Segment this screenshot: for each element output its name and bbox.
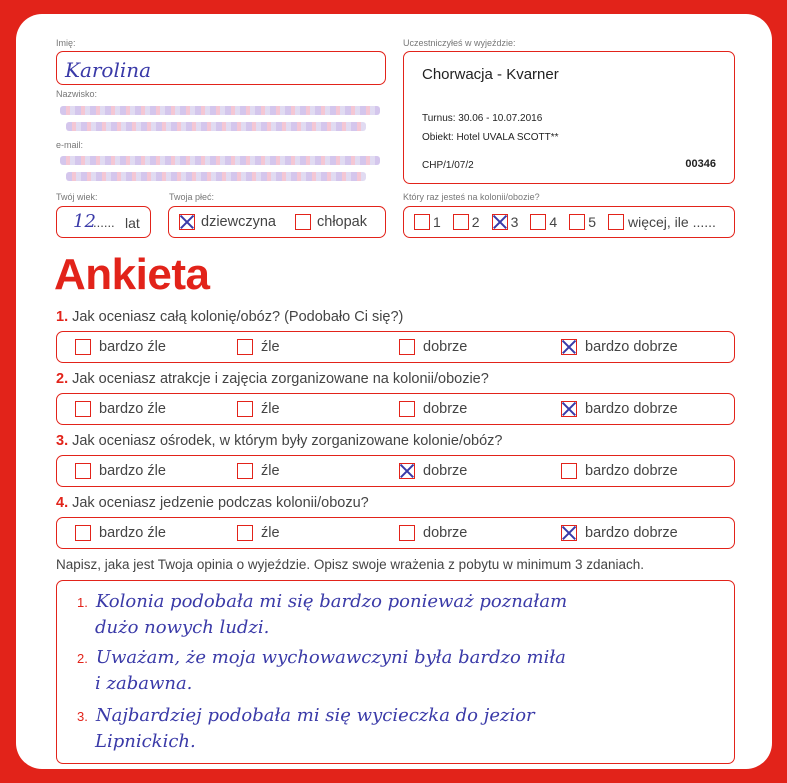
times-4-checkbox[interactable] <box>530 214 546 230</box>
q4-option-1[interactable] <box>75 518 166 548</box>
q1-option-1[interactable] <box>75 332 166 362</box>
q3-option-2-checkbox[interactable] <box>237 463 253 479</box>
times-2-label: 2 <box>471 214 480 230</box>
q3-option-3-checkbox[interactable] <box>399 463 415 479</box>
question-4-options <box>56 517 735 549</box>
times-1-checkbox[interactable] <box>414 214 430 230</box>
survey-sheet <box>16 14 772 769</box>
question-2-options <box>56 393 735 425</box>
q1-option-2[interactable] <box>237 332 280 362</box>
times-5-label: 5 <box>588 214 596 230</box>
age-value: 12 <box>73 211 96 232</box>
opinion-line-3 <box>77 705 535 726</box>
times-option-1[interactable] <box>414 214 441 230</box>
times-option-4[interactable] <box>530 214 557 230</box>
opinion-line-3b: Lipnickich. <box>95 731 196 752</box>
name-field[interactable] <box>56 51 386 85</box>
question-2-text: Jak oceniasz atrakcje i zajęcia zorganizowane na kolonii/obozie? <box>72 371 489 387</box>
q1-option-4-label: bardzo dobrze <box>585 339 678 355</box>
q3-option-4[interactable] <box>561 456 678 486</box>
q2-option-3-checkbox[interactable] <box>399 401 415 417</box>
q3-option-3[interactable] <box>399 456 467 486</box>
opinion-line-1 <box>77 591 567 612</box>
times-3-checkbox[interactable] <box>492 214 508 230</box>
opinion-prompt: Napisz, jaka jest Twoja opinia o wyjeździe. Opisz swoje wrażenia z pobytu w minimum 3 zdaniach. <box>56 557 645 572</box>
q2-option-1-label: bardzo źle <box>99 401 166 417</box>
q2-option-4-label: bardzo dobrze <box>585 401 678 417</box>
times-3-label: 3 <box>510 214 519 230</box>
question-4-text: Jak oceniasz jedzenie podczas kolonii/obozu? <box>72 495 369 511</box>
q1-option-3[interactable] <box>399 332 467 362</box>
question-2-number: 2. <box>56 371 69 387</box>
times-option-more[interactable] <box>608 214 716 230</box>
gender-male-label: chłopak <box>317 214 367 230</box>
q2-option-3-label: dobrze <box>423 401 468 417</box>
email-label: e-mail: <box>56 140 84 150</box>
opinion-3-text-a: Najbardziej podobała mi się wycieczka do jezior <box>95 705 535 726</box>
opinion-2-text-a: Uważam, że moja wychowawczyni była bardzo miła <box>95 647 566 668</box>
times-option-5[interactable] <box>569 214 596 230</box>
trip-obiekt: Obiekt: Hotel UVALA SCOTT** <box>422 132 559 143</box>
q4-option-1-checkbox[interactable] <box>75 525 91 541</box>
question-1 <box>56 309 403 325</box>
q3-option-1-label: bardzo źle <box>99 463 166 479</box>
email-redacted <box>56 150 388 190</box>
question-3 <box>56 433 502 449</box>
q2-option-2-checkbox[interactable] <box>237 401 253 417</box>
question-4 <box>56 495 369 511</box>
q2-option-3[interactable] <box>399 394 467 424</box>
question-4-number: 4. <box>56 495 69 511</box>
times-4-label: 4 <box>549 214 558 230</box>
question-2 <box>56 371 489 387</box>
opinion-line-2b: i zabawna. <box>95 673 193 694</box>
trip-box <box>403 51 735 184</box>
gender-male-option[interactable] <box>295 214 367 230</box>
trip-code: CHP/1/07/2 <box>422 160 474 171</box>
times-label: Który raz jesteś na kolonii/obozie? <box>403 192 540 202</box>
q1-option-1-checkbox[interactable] <box>75 339 91 355</box>
gender-field <box>168 206 386 238</box>
q3-option-1-checkbox[interactable] <box>75 463 91 479</box>
q1-option-2-checkbox[interactable] <box>237 339 253 355</box>
opinion-line-1b: dużo nowych ludzi. <box>95 617 270 638</box>
age-dots: ...... <box>93 215 115 230</box>
question-3-text: Jak oceniasz ośrodek, w którym były zorganizowane kolonie/obóz? <box>72 433 503 449</box>
q1-option-1-label: bardzo źle <box>99 339 166 355</box>
q3-option-4-checkbox[interactable] <box>561 463 577 479</box>
gender-male-checkbox[interactable] <box>295 214 311 230</box>
gender-label: Twoja płeć: <box>169 192 215 202</box>
name-value: Karolina <box>65 58 152 82</box>
q3-option-2[interactable] <box>237 456 280 486</box>
age-field[interactable] <box>56 206 151 238</box>
q4-option-3-checkbox[interactable] <box>399 525 415 541</box>
times-options <box>414 214 716 230</box>
surname-redacted <box>56 100 388 140</box>
q2-option-4[interactable] <box>561 394 678 424</box>
q4-option-3[interactable] <box>399 518 467 548</box>
q4-option-1-label: bardzo źle <box>99 525 166 541</box>
opinion-1-number: 1. <box>77 595 88 610</box>
q3-option-3-label: dobrze <box>423 463 468 479</box>
q4-option-4-label: bardzo dobrze <box>585 525 678 541</box>
times-5-checkbox[interactable] <box>569 214 585 230</box>
q4-option-2[interactable] <box>237 518 280 548</box>
age-label: Twój wiek: <box>56 192 98 202</box>
q3-option-1[interactable] <box>75 456 166 486</box>
name-label: Imię: <box>56 38 76 48</box>
q2-option-2[interactable] <box>237 394 280 424</box>
opinion-line-2 <box>77 647 566 668</box>
q1-option-3-label: dobrze <box>423 339 468 355</box>
q4-option-4[interactable] <box>561 518 678 548</box>
question-1-options <box>56 331 735 363</box>
q1-option-3-checkbox[interactable] <box>399 339 415 355</box>
q4-option-3-label: dobrze <box>423 525 468 541</box>
times-field <box>403 206 735 238</box>
opinion-1-text-a: Kolonia podobała mi się bardzo ponieważ poznałam <box>95 591 568 612</box>
trip-destination: Chorwacja - Kvarner <box>422 66 559 83</box>
trip-label: Uczestniczyłeś w wyjeździe: <box>403 38 516 48</box>
times-2-checkbox[interactable] <box>453 214 469 230</box>
trip-number: 00346 <box>685 158 716 170</box>
age-unit: lat <box>125 215 140 231</box>
gender-female-checkbox[interactable] <box>179 214 195 230</box>
q1-option-4[interactable] <box>561 332 678 362</box>
times-more-checkbox[interactable] <box>608 214 624 230</box>
times-1-label: 1 <box>433 214 441 230</box>
opinion-box[interactable] <box>56 580 735 764</box>
times-option-3[interactable] <box>492 214 519 230</box>
trip-turnus: Turnus: 30.06 - 10.07.2016 <box>422 113 543 124</box>
question-1-number: 1. <box>56 309 69 325</box>
q2-option-1-checkbox[interactable] <box>75 401 91 417</box>
q2-option-1[interactable] <box>75 394 166 424</box>
times-option-2[interactable] <box>453 214 480 230</box>
q2-option-2-label: źle <box>261 401 280 417</box>
question-3-number: 3. <box>56 433 69 449</box>
surname-label: Nazwisko: <box>56 89 98 99</box>
q4-option-2-label: źle <box>261 525 280 541</box>
survey-title: Ankieta <box>54 250 210 299</box>
opinion-3-number: 3. <box>77 709 88 724</box>
q1-option-4-checkbox[interactable] <box>561 339 577 355</box>
times-more-label: więcej, ile ...... <box>627 214 716 230</box>
gender-female-option[interactable] <box>179 214 276 230</box>
opinion-2-number: 2. <box>77 651 88 666</box>
q4-option-2-checkbox[interactable] <box>237 525 253 541</box>
gender-female-label: dziewczyna <box>201 214 276 230</box>
q3-option-4-label: bardzo dobrze <box>585 463 678 479</box>
q1-option-2-label: źle <box>261 339 280 355</box>
q4-option-4-checkbox[interactable] <box>561 525 577 541</box>
q2-option-4-checkbox[interactable] <box>561 401 577 417</box>
question-1-text: Jak oceniasz całą kolonię/obóz? (Podobało Ci się?) <box>72 309 404 325</box>
question-3-options <box>56 455 735 487</box>
q3-option-2-label: źle <box>261 463 280 479</box>
